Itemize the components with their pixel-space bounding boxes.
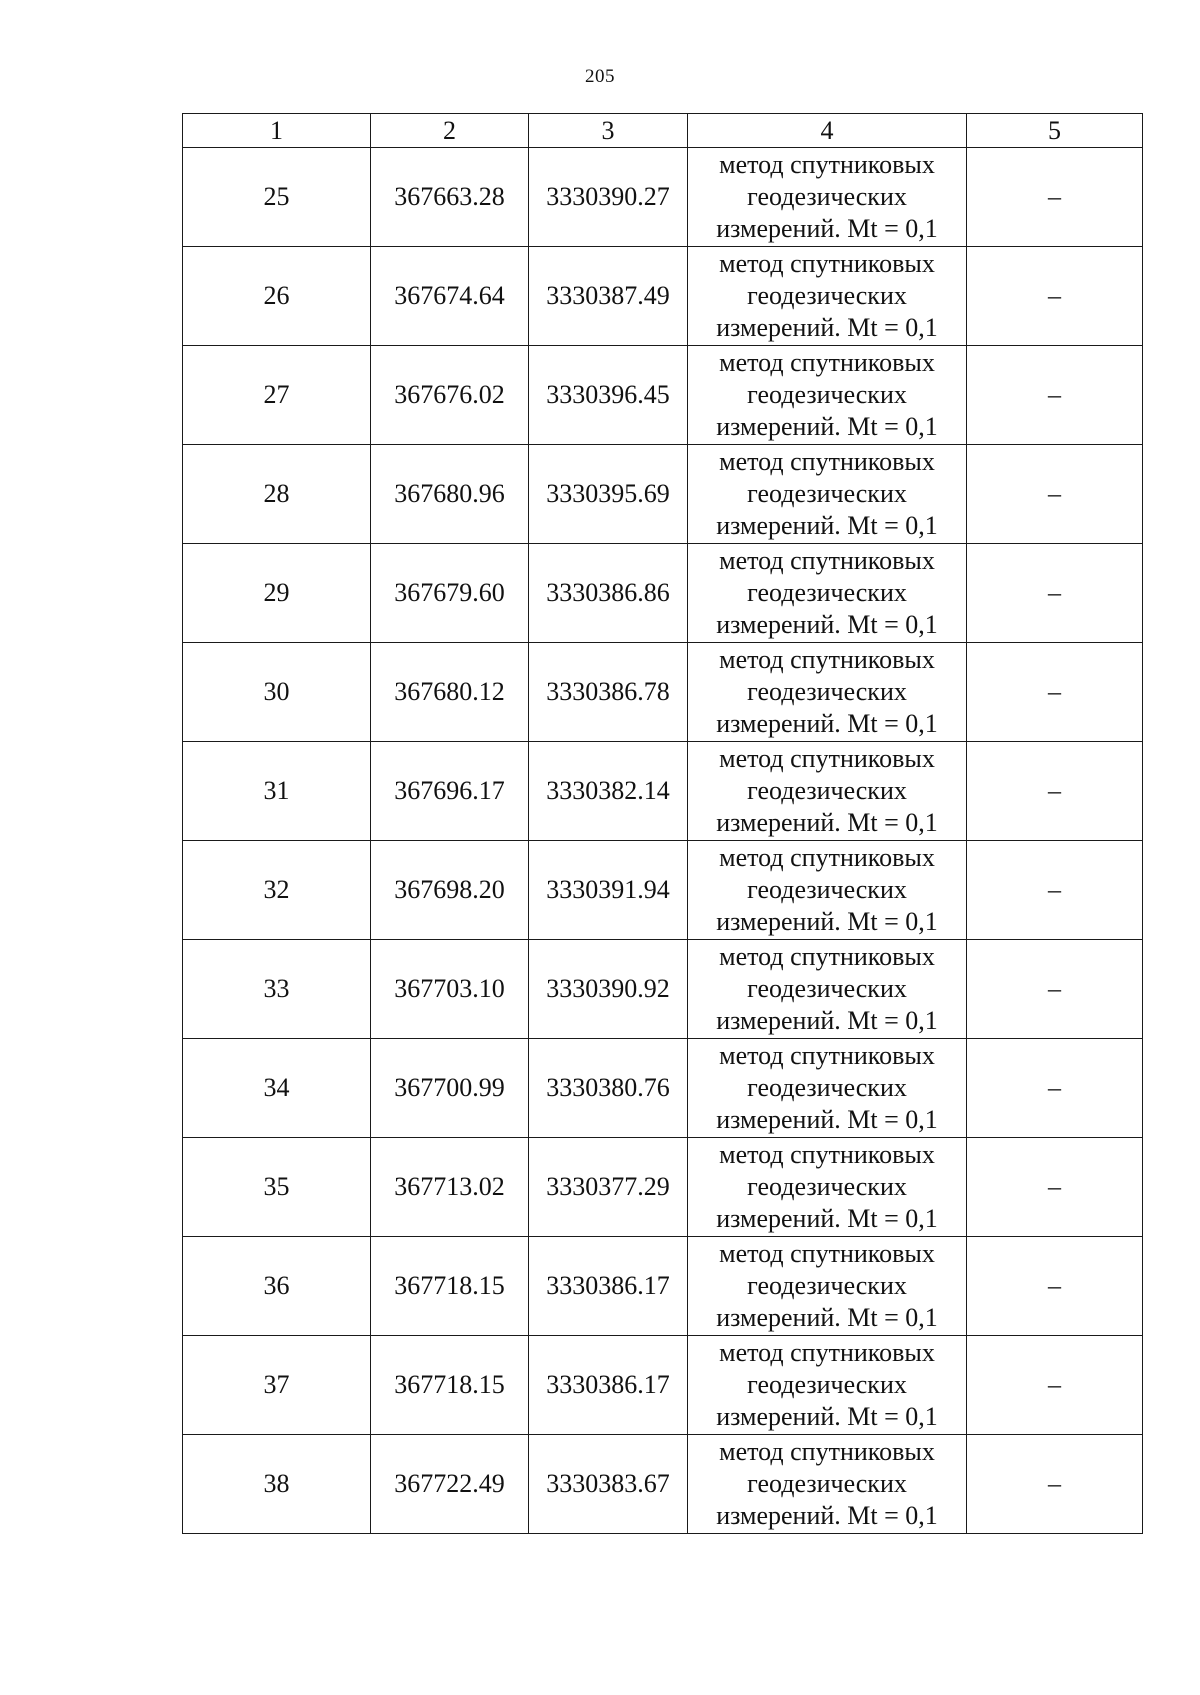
point-number-cell: 31	[183, 742, 371, 841]
method-cell	[688, 1237, 967, 1336]
method-cell	[688, 742, 967, 841]
method-line: геодезических	[747, 380, 907, 409]
coordinates-table-container	[182, 113, 1142, 1534]
table-row	[183, 841, 1143, 940]
y-coordinate-cell: 3330380.76	[529, 1039, 688, 1138]
coordinates-table	[182, 113, 1143, 1534]
note-cell: –	[967, 346, 1143, 445]
table-row	[183, 1138, 1143, 1237]
note-cell: –	[967, 148, 1143, 247]
method-cell	[688, 1039, 967, 1138]
method-line: измерений. Mt = 0,1	[716, 709, 938, 738]
y-coordinate-cell: 3330383.67	[529, 1435, 688, 1534]
method-cell	[688, 841, 967, 940]
x-coordinate-cell: 367700.99	[371, 1039, 529, 1138]
y-coordinate-cell: 3330377.29	[529, 1138, 688, 1237]
note-cell: –	[967, 1336, 1143, 1435]
page-number: 205	[585, 66, 615, 87]
x-coordinate-cell: 367674.64	[371, 247, 529, 346]
table-row	[183, 445, 1143, 544]
method-line: метод спутниковых	[719, 942, 935, 971]
header-cell-2: 2	[371, 114, 529, 148]
method-cell	[688, 643, 967, 742]
note-cell: –	[967, 544, 1143, 643]
method-line: измерений. Mt = 0,1	[716, 1402, 938, 1431]
method-cell	[688, 544, 967, 643]
method-line: геодезических	[747, 1172, 907, 1201]
method-line: измерений. Mt = 0,1	[716, 1204, 938, 1233]
y-coordinate-cell: 3330386.78	[529, 643, 688, 742]
method-cell	[688, 1435, 967, 1534]
method-line: геодезических	[747, 677, 907, 706]
method-line: геодезических	[747, 1370, 907, 1399]
x-coordinate-cell: 367679.60	[371, 544, 529, 643]
point-number-cell: 30	[183, 643, 371, 742]
method-cell	[688, 346, 967, 445]
method-line: геодезических	[747, 1271, 907, 1300]
y-coordinate-cell: 3330395.69	[529, 445, 688, 544]
x-coordinate-cell: 367698.20	[371, 841, 529, 940]
method-line: измерений. Mt = 0,1	[716, 1501, 938, 1530]
table-row	[183, 346, 1143, 445]
y-coordinate-cell: 3330386.17	[529, 1336, 688, 1435]
x-coordinate-cell: 367718.15	[371, 1237, 529, 1336]
method-line: метод спутниковых	[719, 249, 935, 278]
point-number-cell: 28	[183, 445, 371, 544]
method-line: геодезических	[747, 281, 907, 310]
point-number-cell: 27	[183, 346, 371, 445]
method-line: метод спутниковых	[719, 1140, 935, 1169]
method-line: геодезических	[747, 578, 907, 607]
point-number-cell: 33	[183, 940, 371, 1039]
method-line: измерений. Mt = 0,1	[716, 1303, 938, 1332]
method-cell	[688, 1138, 967, 1237]
header-cell-1: 1	[183, 114, 371, 148]
y-coordinate-cell: 3330382.14	[529, 742, 688, 841]
table-header	[183, 114, 1143, 148]
header-row	[183, 114, 1143, 148]
note-cell: –	[967, 1237, 1143, 1336]
note-cell: –	[967, 940, 1143, 1039]
method-line: метод спутниковых	[719, 546, 935, 575]
point-number-cell: 38	[183, 1435, 371, 1534]
method-line: измерений. Mt = 0,1	[716, 511, 938, 540]
y-coordinate-cell: 3330390.92	[529, 940, 688, 1039]
point-number-cell: 26	[183, 247, 371, 346]
x-coordinate-cell: 367676.02	[371, 346, 529, 445]
header-cell-5: 5	[967, 114, 1143, 148]
point-number-cell: 35	[183, 1138, 371, 1237]
note-cell: –	[967, 445, 1143, 544]
method-cell	[688, 247, 967, 346]
method-line: геодезических	[747, 974, 907, 1003]
method-line: измерений. Mt = 0,1	[716, 907, 938, 936]
note-cell: –	[967, 247, 1143, 346]
y-coordinate-cell: 3330396.45	[529, 346, 688, 445]
method-line: метод спутниковых	[719, 447, 935, 476]
method-line: измерений. Mt = 0,1	[716, 313, 938, 342]
method-line: геодезических	[747, 182, 907, 211]
y-coordinate-cell: 3330387.49	[529, 247, 688, 346]
method-line: измерений. Mt = 0,1	[716, 214, 938, 243]
point-number-cell: 36	[183, 1237, 371, 1336]
table-row	[183, 940, 1143, 1039]
method-cell	[688, 940, 967, 1039]
point-number-cell: 37	[183, 1336, 371, 1435]
table-row	[183, 247, 1143, 346]
point-number-cell: 34	[183, 1039, 371, 1138]
method-cell	[688, 148, 967, 247]
table-row	[183, 148, 1143, 247]
method-line: метод спутниковых	[719, 1239, 935, 1268]
x-coordinate-cell: 367680.96	[371, 445, 529, 544]
table-row	[183, 1237, 1143, 1336]
method-line: геодезических	[747, 1073, 907, 1102]
y-coordinate-cell: 3330386.86	[529, 544, 688, 643]
point-number-cell: 29	[183, 544, 371, 643]
x-coordinate-cell: 367722.49	[371, 1435, 529, 1534]
method-line: геодезических	[747, 479, 907, 508]
method-line: метод спутниковых	[719, 1041, 935, 1070]
note-cell: –	[967, 1435, 1143, 1534]
method-line: метод спутниковых	[719, 843, 935, 872]
note-cell: –	[967, 1039, 1143, 1138]
method-line: метод спутниковых	[719, 1338, 935, 1367]
method-line: метод спутниковых	[719, 348, 935, 377]
method-line: измерений. Mt = 0,1	[716, 1006, 938, 1035]
header-cell-3: 3	[529, 114, 688, 148]
y-coordinate-cell: 3330391.94	[529, 841, 688, 940]
method-line: метод спутниковых	[719, 1437, 935, 1466]
table-row	[183, 1336, 1143, 1435]
method-line: измерений. Mt = 0,1	[716, 1105, 938, 1134]
method-line: геодезических	[747, 776, 907, 805]
note-cell: –	[967, 1138, 1143, 1237]
note-cell: –	[967, 643, 1143, 742]
x-coordinate-cell: 367663.28	[371, 148, 529, 247]
point-number-cell: 32	[183, 841, 371, 940]
x-coordinate-cell: 367680.12	[371, 643, 529, 742]
table-row	[183, 1435, 1143, 1534]
table-row	[183, 1039, 1143, 1138]
table-row	[183, 544, 1143, 643]
method-line: геодезических	[747, 875, 907, 904]
method-line: метод спутниковых	[719, 744, 935, 773]
table-body	[183, 148, 1143, 1534]
table-row	[183, 643, 1143, 742]
x-coordinate-cell: 367713.02	[371, 1138, 529, 1237]
header-cell-4: 4	[688, 114, 967, 148]
method-line: метод спутниковых	[719, 645, 935, 674]
note-cell: –	[967, 742, 1143, 841]
y-coordinate-cell: 3330390.27	[529, 148, 688, 247]
x-coordinate-cell: 367718.15	[371, 1336, 529, 1435]
method-line: измерений. Mt = 0,1	[716, 610, 938, 639]
method-line: измерений. Mt = 0,1	[716, 412, 938, 441]
x-coordinate-cell: 367696.17	[371, 742, 529, 841]
method-line: метод спутниковых	[719, 150, 935, 179]
method-line: измерений. Mt = 0,1	[716, 808, 938, 837]
method-line: геодезических	[747, 1469, 907, 1498]
x-coordinate-cell: 367703.10	[371, 940, 529, 1039]
table-row	[183, 742, 1143, 841]
method-cell	[688, 445, 967, 544]
y-coordinate-cell: 3330386.17	[529, 1237, 688, 1336]
note-cell: –	[967, 841, 1143, 940]
point-number-cell: 25	[183, 148, 371, 247]
method-cell	[688, 1336, 967, 1435]
